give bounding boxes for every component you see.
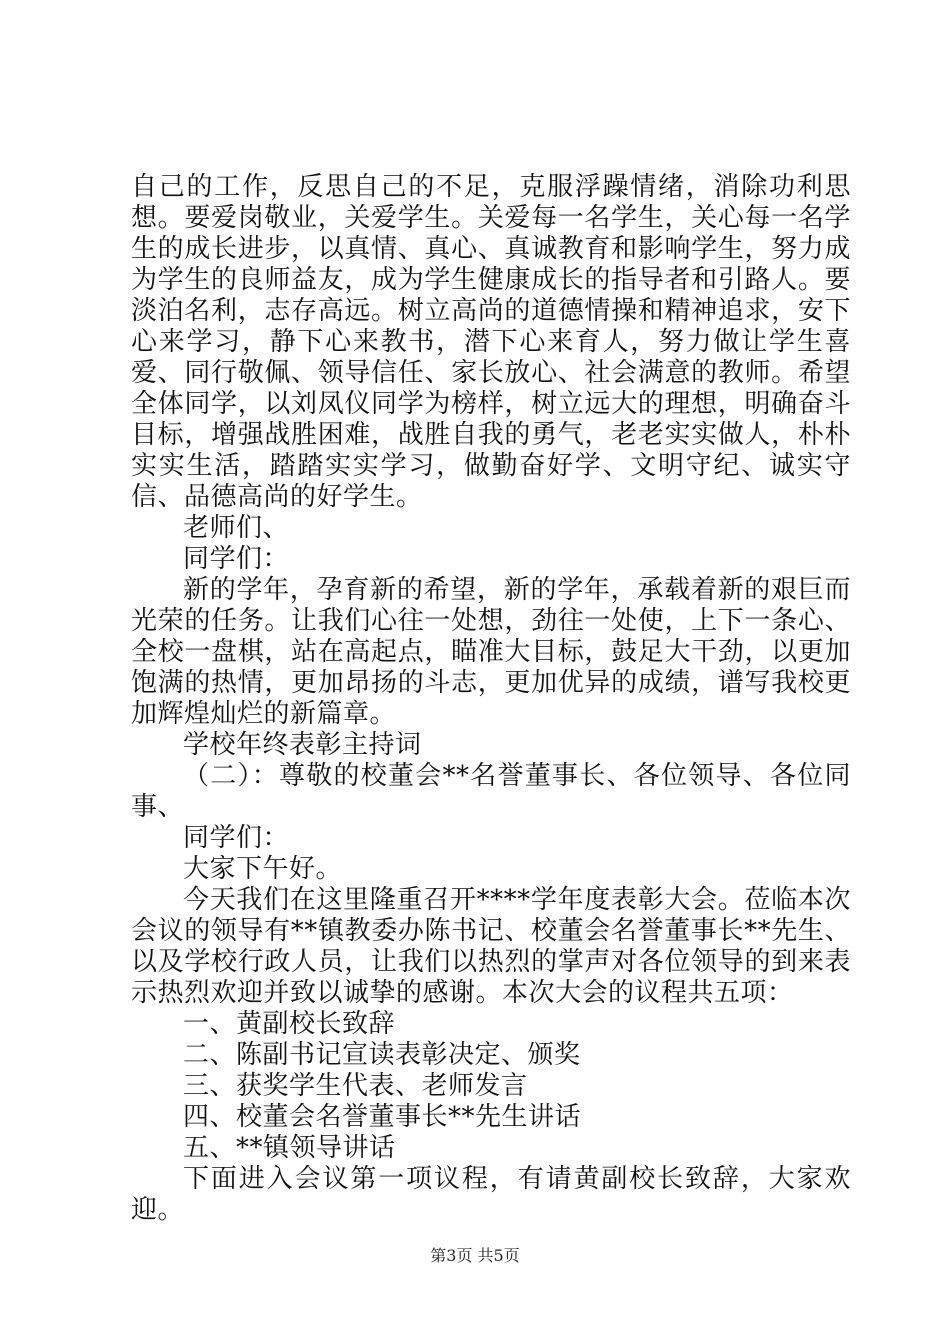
agenda-item-2: 二、陈副书记宣读表彰决定、颁奖 bbox=[183, 1040, 581, 1070]
document-body bbox=[131, 172, 851, 1226]
agenda-item-1: 一、黄副校长致辞 bbox=[183, 1009, 396, 1039]
agenda-item-3: 三、获奖学生代表、老师发言 bbox=[183, 1071, 528, 1101]
paragraph-salutation-students-2: 同学们： bbox=[183, 823, 290, 853]
paragraph-continuation: 自己的工作，反思自己的不足，克服浮躁情绪，消除功利思想。要爱岗敬业，关爱学生。关爱每一名学生，关心每一名学生的成长进步，以真情、真心、真诚教育和影响学生，努力成为学生的良师益友，成为学生健康成长的指导者和引路人。要淡泊名利，志存高远。树立高尚的道德情操和精神追求，安下心来学习，静下心来教书，潜下心来育人，努力做让学生喜爱、同行敬佩、领导信任、家长放心、社会满意的教师。希望全体同学，以刘凤仪同学为榜样，树立远大的理想，明确奋斗目标，增强战胜困难，战胜自我的勇气，老老实实做人，朴朴实实生活，踏踏实实学习，做勤奋好学、文明守纪、诚实守信、品德高尚的好学生。 bbox=[131, 172, 851, 512]
paragraph-section-title: 学校年终表彰主持词 bbox=[183, 730, 422, 760]
paragraph-opening-address: （二）：尊敬的校董会**名誉董事长、各位领导、各位同事、 bbox=[131, 761, 851, 822]
agenda-item-5: 五、**镇领导讲话 bbox=[183, 1133, 396, 1163]
paragraph-salutation-students: 同学们： bbox=[183, 544, 290, 574]
page-number-footer: 第3页 共5页 bbox=[430, 1246, 520, 1265]
agenda-item-4: 四、校董会名誉董事长**先生讲话 bbox=[183, 1102, 582, 1132]
paragraph-meeting-intro: 今天我们在这里隆重召开****学年度表彰大会。莅临本次会议的领导有**镇教委办陈书记、校董会名誉董事长**先生、以及学校行政人员，让我们以热烈的掌声对各位领导的到来表示热烈欢迎并致以诚挚的感谢。本次大会的议程共五项： bbox=[131, 885, 851, 1008]
paragraph-greeting: 大家下午好。 bbox=[183, 854, 343, 884]
paragraph-first-agenda-call: 下面进入会议第一项议程，有请黄副校长致辞，大家欢迎。 bbox=[131, 1164, 851, 1225]
paragraph-new-school-year: 新的学年，孕育新的希望，新的学年，承载着新的艰巨而光荣的任务。让我们心往一处想，劲往一处使，上下一条心、全校一盘棋，站在高起点，瞄准大目标，鼓足大干劲，以更加饱满的热情，更加昂扬的斗志，更加优异的成绩，谱写我校更加辉煌灿烂的新篇章。 bbox=[131, 575, 851, 729]
paragraph-salutation-teachers: 老师们、 bbox=[183, 513, 290, 543]
